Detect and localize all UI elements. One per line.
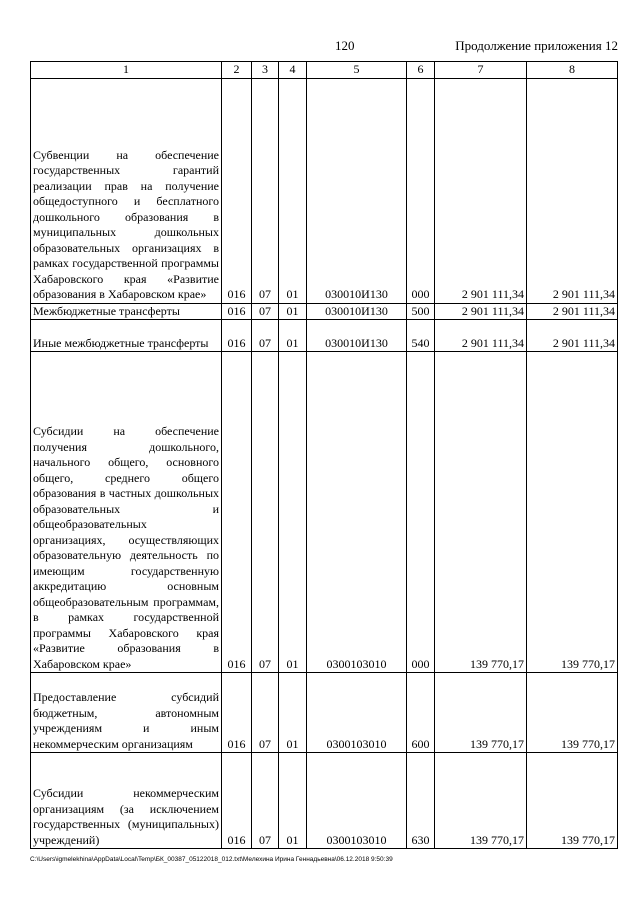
cell-subsection: 01 xyxy=(279,753,307,849)
col-header-2: 2 xyxy=(222,62,252,79)
cell-target-code: 030010И130 xyxy=(307,78,407,303)
cell-amount-1: 2 901 111,34 xyxy=(435,78,527,303)
cell-section: 07 xyxy=(252,78,279,303)
cell-ministry: 016 xyxy=(222,78,252,303)
cell-ministry: 016 xyxy=(222,303,252,320)
cell-expense-type: 630 xyxy=(407,753,435,849)
col-header-8: 8 xyxy=(527,62,618,79)
col-header-7: 7 xyxy=(435,62,527,79)
row-name: Субвенции на обеспечение государственных гарантий реализации прав на получение общедоступного и бесплатного дошкольного образования в муниципальных дошкольных образовательных организациях в рамках государственной программы Хабаровского края «Развитие образования в Хабаровском крае» xyxy=(31,78,222,303)
cell-subsection: 01 xyxy=(279,352,307,673)
cell-amount-2: 2 901 111,34 xyxy=(527,78,618,303)
cell-ministry: 016 xyxy=(222,753,252,849)
cell-section: 07 xyxy=(252,673,279,753)
cell-amount-1: 139 770,17 xyxy=(435,352,527,673)
table-row xyxy=(31,352,618,673)
col-header-4: 4 xyxy=(279,62,307,79)
cell-ministry: 016 xyxy=(222,320,252,352)
row-name: Субсидии некоммерческим организациям (за исключением государственных (муниципальных) учреждений) xyxy=(31,753,222,849)
cell-target-code: 030010И130 xyxy=(307,303,407,320)
cell-amount-1: 2 901 111,34 xyxy=(435,303,527,320)
cell-amount-1: 139 770,17 xyxy=(435,753,527,849)
cell-subsection: 01 xyxy=(279,78,307,303)
cell-expense-type: 000 xyxy=(407,352,435,673)
cell-section: 07 xyxy=(252,352,279,673)
row-name: Предоставление субсидий бюджетным, автономным учреждениям и иным некоммерческим организациям xyxy=(31,673,222,753)
cell-subsection: 01 xyxy=(279,320,307,352)
row-name: Иные межбюджетные трансферты xyxy=(31,320,222,352)
cell-target-code: 0300103010 xyxy=(307,352,407,673)
row-name: Межбюджетные трансферты xyxy=(31,303,222,320)
cell-amount-2: 139 770,17 xyxy=(527,753,618,849)
cell-amount-2: 139 770,17 xyxy=(527,673,618,753)
cell-amount-2: 2 901 111,34 xyxy=(527,320,618,352)
appendix-title: Продолжение приложения 12 xyxy=(455,38,618,53)
cell-expense-type: 000 xyxy=(407,78,435,303)
cell-expense-type: 600 xyxy=(407,673,435,753)
col-header-5: 5 xyxy=(307,62,407,79)
col-header-6: 6 xyxy=(407,62,435,79)
cell-section: 07 xyxy=(252,320,279,352)
cell-section: 07 xyxy=(252,303,279,320)
cell-ministry: 016 xyxy=(222,673,252,753)
cell-target-code: 0300103010 xyxy=(307,673,407,753)
page-number: 120 xyxy=(335,38,355,53)
cell-expense-type: 500 xyxy=(407,303,435,320)
header-row xyxy=(31,62,618,79)
cell-expense-type: 540 xyxy=(407,320,435,352)
cell-amount-1: 139 770,17 xyxy=(435,673,527,753)
col-header-1: 1 xyxy=(31,62,222,79)
table-row xyxy=(31,753,618,849)
table-row xyxy=(31,673,618,753)
table-row xyxy=(31,303,618,320)
cell-target-code: 030010И130 xyxy=(307,320,407,352)
col-header-3: 3 xyxy=(252,62,279,79)
cell-subsection: 01 xyxy=(279,673,307,753)
budget-table xyxy=(30,61,618,849)
cell-amount-1: 2 901 111,34 xyxy=(435,320,527,352)
cell-section: 07 xyxy=(252,753,279,849)
cell-amount-2: 139 770,17 xyxy=(527,352,618,673)
file-path-footer: C:\Users\igmelekhina\AppData\Local\Temp\БК_00387_05122018_012.txt\Мелехина Ирина Геннадьевна\06.12.2018 9:50:39 xyxy=(30,856,393,863)
table-row xyxy=(31,78,618,303)
cell-ministry: 016 xyxy=(222,352,252,673)
row-name: Субсидии на обеспечение получения дошкольного, начального общего, основного общего, среднего общего образования в частных дошкольных образовательных и общеобразовательных организациях, осуществляющих образовательную деятельность по имеющим государственную аккредитацию основным общеобразовательным программам, в рамках государственной программы Хабаровского края «Развитие образования в Хабаровском крае» xyxy=(31,352,222,673)
table-row xyxy=(31,320,618,352)
cell-target-code: 0300103010 xyxy=(307,753,407,849)
cell-amount-2: 2 901 111,34 xyxy=(527,303,618,320)
cell-subsection: 01 xyxy=(279,303,307,320)
